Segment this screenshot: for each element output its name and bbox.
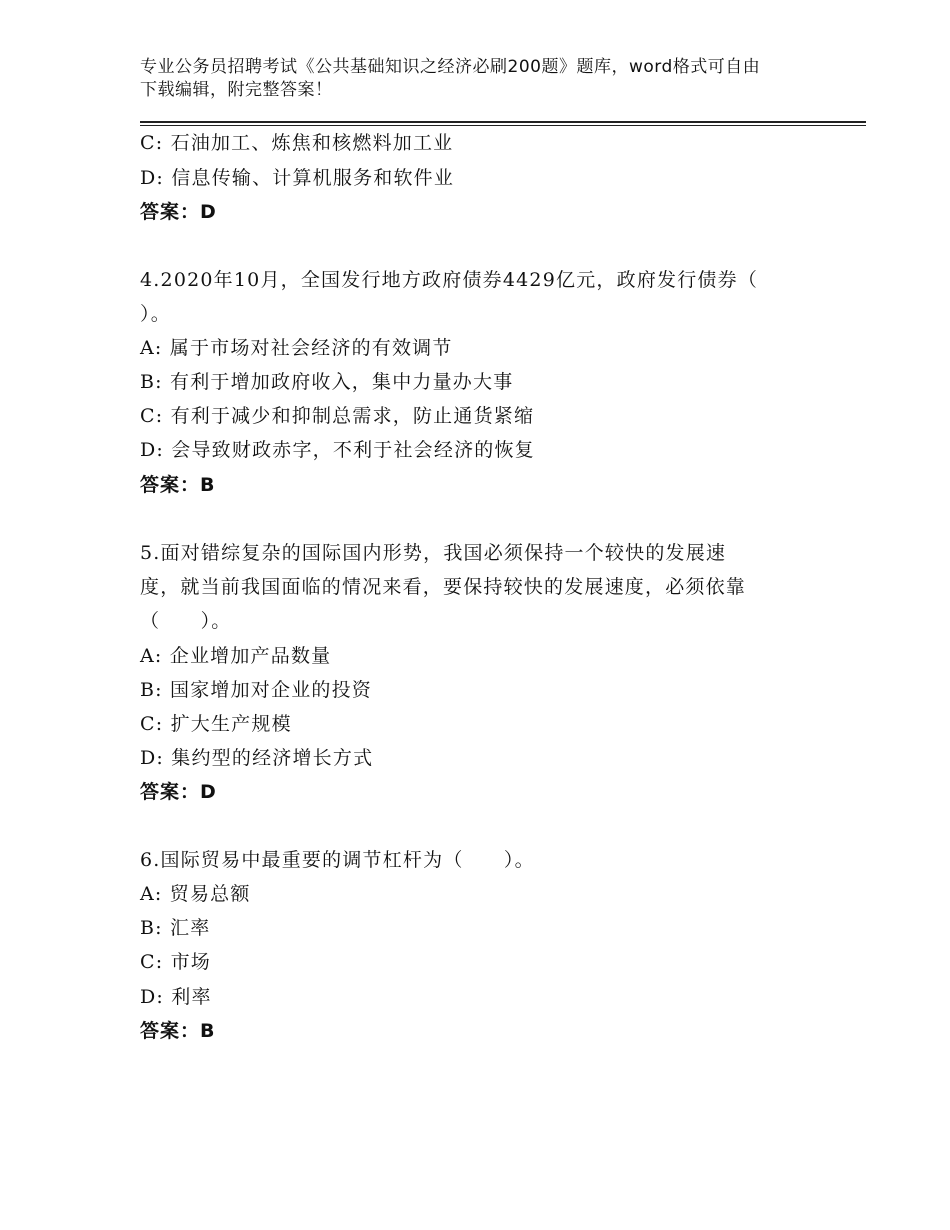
q4-option-b: B: 有利于增加政府收入，集中力量办大事 [140,371,514,393]
q6-option-a: A: 贸易总额 [140,883,251,905]
q6-option-c: C: 市场 [140,951,211,973]
q5-option-c: C: 扩大生产规模 [140,713,292,735]
q4-answer: 答案：B [140,474,216,496]
q4-option-c: C: 有利于减少和抑制总需求，防止通货紧缩 [140,405,535,427]
header-divider-thick [140,121,866,123]
q5-answer: 答案：D [140,781,217,803]
q6-option-d: D: 利率 [140,986,212,1008]
q4-stem-line-2: ）。 [140,303,171,325]
q3-answer: 答案：D [140,201,217,223]
header-line-1: 专业公务员招聘考试《公共基础知识之经济必刷200题》题库，word格式可自由 [140,57,761,77]
document-header [140,56,830,102]
q4-stem-line-1: 4.2020年10月，全国发行地方政府债券4429亿元，政府发行债券（ [140,269,759,291]
q6-option-b: B: 汇率 [140,917,211,939]
q5-stem-line-3: （ ）。 [140,610,232,632]
q6-stem-line-1: 6.国际贸易中最重要的调节杠杆为（ ）。 [140,849,535,871]
q6-answer: 答案：B [140,1020,216,1042]
q5-stem-line-1: 5.面对错综复杂的国际国内形势，我国必须保持一个较快的发展速 [140,542,727,564]
header-divider-thin [140,125,866,126]
q5-stem-line-2: 度，就当前我国面临的情况来看，要保持较快的发展速度，必须依靠 [140,576,747,598]
q3-option-c: C: 石油加工、炼焦和核燃料加工业 [140,132,454,154]
q5-option-a: A: 企业增加产品数量 [140,645,332,667]
q4-option-d: D: 会导致财政赤字，不利于社会经济的恢复 [140,439,535,461]
header-line-2: 下载编辑，附完整答案！ [140,80,333,100]
q4-option-a: A: 属于市场对社会经济的有效调节 [140,337,453,359]
q5-option-d: D: 集约型的经济增长方式 [140,747,374,769]
q3-option-d: D: 信息传输、计算机服务和软件业 [140,167,455,189]
q5-option-b: B: 国家增加对企业的投资 [140,679,373,701]
